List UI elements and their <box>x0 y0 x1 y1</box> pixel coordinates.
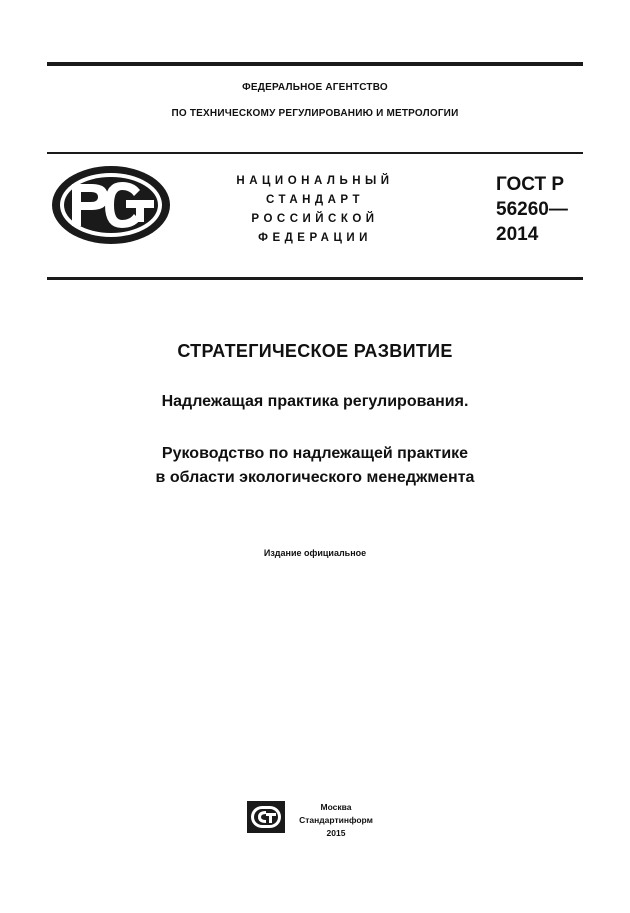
gost-designation <box>496 172 568 247</box>
rst-emblem-icon <box>50 164 172 246</box>
top-rule <box>47 62 583 66</box>
document-guide-title <box>0 442 630 490</box>
agency-name-line1: ФЕДЕРАЛЬНОЕ АГЕНТСТВО <box>242 82 388 93</box>
standard-line-2: СТАНДАРТ <box>266 194 364 206</box>
gost-line-1: ГОСТ Р <box>496 174 565 195</box>
standard-line-3: РОССИЙСКОЙ <box>251 213 379 225</box>
agency-name-line2: ПО ТЕХНИЧЕСКОМУ РЕГУЛИРОВАНИЮ И МЕТРОЛОГИИ <box>171 108 459 119</box>
gost-line-3: 2014 <box>496 224 539 245</box>
publisher-name: Стандартинформ <box>299 815 373 825</box>
publisher-city: Москва <box>320 802 352 812</box>
standard-line-1: НАЦИОНАЛЬНЫЙ <box>236 175 394 187</box>
document-subtitle: Надлежащая практика регулирования. <box>161 393 469 410</box>
guide-title-line-1: Руководство по надлежащей практике <box>161 445 469 462</box>
bottom-rule <box>47 277 583 280</box>
middle-rule <box>47 152 583 154</box>
publication-year: 2015 <box>326 828 346 838</box>
publisher-logo-icon <box>247 801 285 833</box>
national-standard-block <box>200 172 430 248</box>
guide-title-line-2: в области экологического менеджмента <box>155 469 475 486</box>
edition-label: Издание официальное <box>263 548 367 558</box>
gost-line-2: 56260— <box>496 199 568 220</box>
document-title: СТРАТЕГИЧЕСКОЕ РАЗВИТИЕ <box>177 341 453 361</box>
publisher-block <box>296 801 376 840</box>
standard-line-4: ФЕДЕРАЦИИ <box>258 232 372 244</box>
